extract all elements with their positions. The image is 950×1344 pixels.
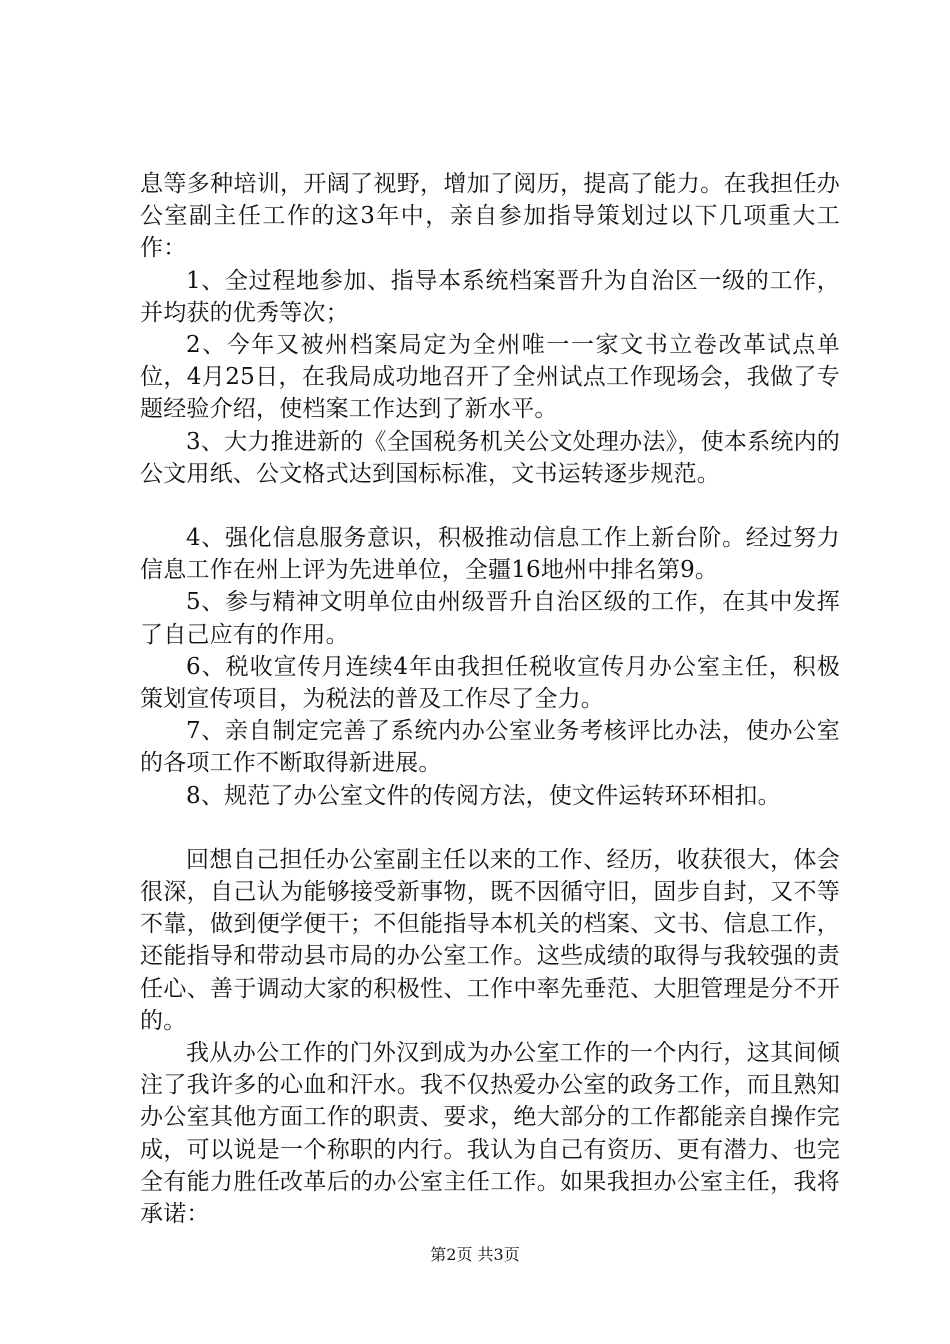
list-item-2: 2、今年又被州档案局定为全州唯一一家文书立卷改革试点单位，4月25日，在我局成功地召开了全州试点工作现场会，我做了专题经验介绍，使档案工作达到了新水平。 (140, 332, 840, 423)
list-item-5: 5、参与精神文明单位由州级晋升自治区级的工作，在其中发挥了自己应有的作用。 (140, 589, 840, 648)
list-item-4: 4、强化信息服务意识，积极推动信息工作上新台阶。经过努力信息工作在州上评为先进单位，全疆16地州中排名第9。 (140, 525, 840, 584)
paragraph-continuation: 息等多种培训，开阔了视野，增加了阅历，提高了能力。在我担任办公室副主任工作的这3年中，亲自参加指导策划过以下几项重大工作： (140, 171, 840, 262)
list-item-7: 7、亲自制定完善了系统内办公室业务考核评比办法，使办公室的各项工作不断取得新进展。 (140, 718, 840, 777)
list-item-3: 3、大力推进新的《全国税务机关公文处理办法》，使本系统内的公文用纸、公文格式达到国标标准，文书运转逐步规范。 (140, 428, 840, 487)
reflection-paragraph: 回想自己担任办公室副主任以来的工作、经历，收获很大，体会很深，自己认为能够接受新事物，既不因循守旧，固步自封，又不等不靠，做到便学便干；不但能指导本机关的档案、文书、信息工作，还能指导和带动县市局的办公室工作。这些成绩的取得与我较强的责任心、善于调动大家的积极性、工作中率先垂范、大胆管理是分不开的。 (140, 846, 840, 1034)
commitment-paragraph: 我从办公工作的门外汉到成为办公室工作的一个内行，这其间倾注了我许多的心血和汗水。我不仅热爱办公室的政务工作，而且熟知办公室其他方面工作的职责、要求，绝大部分的工作都能亲自操作完成，可以说是一个称职的内行。我认为自己有资历、更有潜力、也完全有能力胜任改革后的办公室主任工作。如果我担办公室主任，我将承诺： (140, 1040, 840, 1228)
page-number-footer: 第2页 共3页 (430, 1245, 520, 1264)
list-item-6: 6、税收宣传月连续4年由我担任税收宣传月办公室主任，积极策划宣传项目，为税法的普及工作尽了全力。 (140, 653, 840, 713)
list-item-8: 8、规范了办公室文件的传阅方法，使文件运转环环相扣。 (186, 782, 781, 809)
document-body (140, 168, 840, 1230)
list-item-1: 1、全过程地参加、指导本系统档案晋升为自治区一级的工作，并均获的优秀等次； (140, 267, 840, 326)
